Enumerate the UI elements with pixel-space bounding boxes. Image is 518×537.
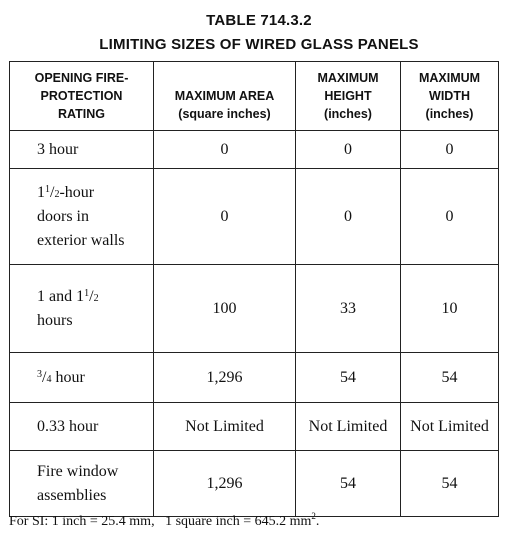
header-height-line: HEIGHT [324,89,372,103]
footnote-prefix: For SI: 1 inch = 25.4 mm, [9,514,155,529]
header-width-line: WIDTH [429,89,470,103]
header-area [154,62,296,131]
si-footnote [9,511,320,530]
fraction-numerator: 1 [84,287,90,299]
area-cell: 0 [154,169,296,265]
height-cell: Not Limited [296,403,401,451]
rating-cell [10,265,154,353]
width-cell: 54 [401,451,499,517]
table-row [10,131,499,169]
table-number: TABLE 714.3.2 [206,12,312,29]
header-width-line: (inches) [425,107,474,121]
rating-cell [10,353,154,403]
rating-cell: 3 hour [10,131,154,169]
rating-cell [10,451,154,517]
footnote-conversion: 1 square inch = 645.2 mm [165,514,312,529]
wired-glass-table [9,61,499,517]
header-height-line: (inches) [324,107,372,121]
header-height [296,62,401,131]
footnote-period: . [315,514,320,529]
header-row [10,62,499,131]
rating-line: Fire window [37,462,119,480]
width-cell: 10 [401,265,499,353]
header-rating-line: OPENING FIRE- [34,71,129,85]
rating-whole: 1 [37,183,45,201]
fraction: $^1$/2 [84,287,99,305]
header-height-line: MAXIMUM [317,71,379,85]
width-cell: Not Limited [401,403,499,451]
fraction: $^3$/4 [37,368,52,386]
table-row [10,169,499,265]
header-rating-line: RATING [58,107,105,121]
rating-cell [10,169,154,265]
height-cell: 0 [296,131,401,169]
rating-line: assemblies [37,486,107,504]
fraction-numerator: 3 [37,368,42,380]
header-area-line: (square inches) [178,107,271,121]
width-cell: 54 [401,353,499,403]
rating-line [37,285,147,309]
height-cell: 33 [296,265,401,353]
height-cell: 54 [296,451,401,517]
fraction-numerator: 1 [45,183,50,195]
table-row [10,403,499,451]
width-cell: 0 [401,169,499,265]
area-cell: 0 [154,131,296,169]
header-rating [10,62,154,131]
rating-rest: -hour [59,183,95,201]
fraction-denominator: 2 [93,292,99,304]
rating-prefix: 1 and 1 [37,287,85,305]
fraction-denominator: 2 [54,188,60,200]
header-rating-line: PROTECTION [40,89,123,103]
rating-line: doors in [37,207,89,225]
table-row [10,265,499,353]
rating-cell: 0.33 hour [10,403,154,451]
table-title: LIMITING SIZES OF WIRED GLASS PANELS [99,36,419,53]
fraction-denominator: 4 [46,373,52,385]
header-width [401,62,499,131]
header-area-line: MAXIMUM AREA [174,89,275,103]
rating-line: exterior walls [37,231,125,249]
fraction: $^1$/2 [45,183,60,201]
area-cell: 100 [154,265,296,353]
table-row [10,353,499,403]
area-cell: Not Limited [154,403,296,451]
width-cell: 0 [401,131,499,169]
footnote-exponent: 2 [311,511,316,521]
area-cell: 1,296 [154,353,296,403]
table-row [10,451,499,517]
rating-line [37,181,147,205]
rating-rest: hour [51,368,85,386]
rating-line: hours [37,311,73,329]
height-cell: 0 [296,169,401,265]
area-cell: 1,296 [154,451,296,517]
height-cell: 54 [296,353,401,403]
header-width-line: MAXIMUM [418,71,481,85]
